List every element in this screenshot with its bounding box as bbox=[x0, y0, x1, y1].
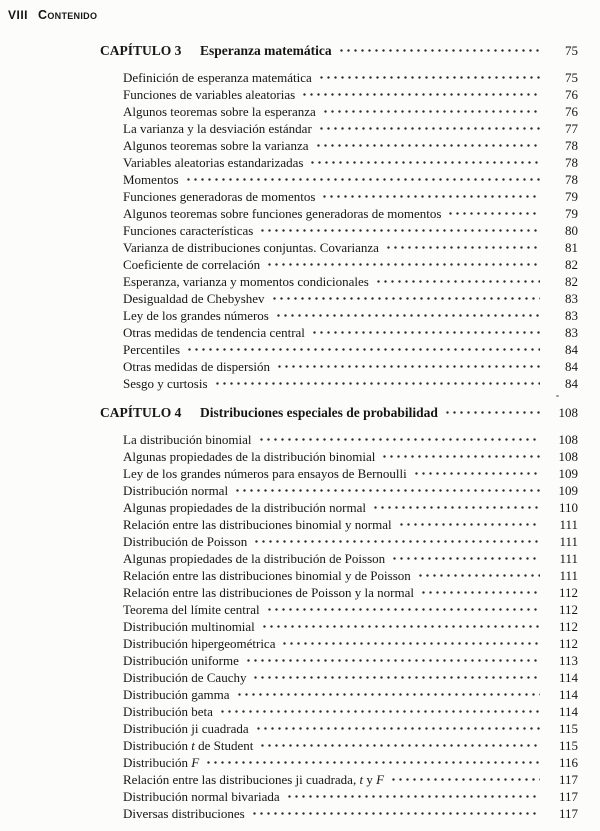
dot-leader bbox=[321, 188, 540, 201]
toc-entry-label: Momentos bbox=[123, 172, 179, 187]
toc-entry-page-number: 115 bbox=[558, 721, 578, 736]
toc-entry-page-number: 77 bbox=[565, 121, 578, 136]
toc-entry-page-number: 117 bbox=[558, 806, 578, 821]
toc-entry-row bbox=[123, 290, 578, 307]
toc-entry-label: Ley de los grandes números para ensayos de Bernoulli bbox=[123, 466, 407, 481]
toc-entry-label: Algunos teoremas sobre la varianza bbox=[123, 138, 309, 153]
dot-leader bbox=[185, 171, 540, 184]
toc-entry-label: Funciones generadoras de momentos bbox=[123, 189, 316, 204]
toc-entry-label: Distribución uniforme bbox=[123, 653, 239, 668]
toc-entry-label: Distribución normal bivariada bbox=[123, 789, 280, 804]
toc-entry-label: Relación entre las distribuciones de Poisson y la normal bbox=[123, 585, 414, 600]
toc-entry-label: Distribución de Poisson bbox=[123, 534, 248, 549]
toc-entry-page-number: 112 bbox=[558, 585, 578, 600]
toc-entry-page-number: 78 bbox=[565, 172, 578, 187]
toc-entry-label: Sesgo y curtosis bbox=[123, 376, 208, 391]
toc-entry-row bbox=[123, 256, 578, 273]
dot-leader bbox=[413, 465, 540, 478]
toc-entry-row bbox=[123, 239, 578, 256]
toc-entry-row bbox=[123, 120, 578, 137]
toc-entry-row bbox=[123, 103, 578, 120]
toc-entry-row bbox=[123, 703, 578, 720]
dot-leader bbox=[286, 788, 540, 801]
toc-entry-row bbox=[123, 273, 578, 290]
toc-entry-row bbox=[123, 788, 578, 805]
toc-entry-row bbox=[123, 222, 578, 239]
dot-leader bbox=[259, 737, 540, 750]
toc-entry-page-number: 114 bbox=[558, 704, 578, 719]
toc-entry-label: Definición de esperanza matemática bbox=[123, 70, 312, 85]
toc-entry-row bbox=[123, 69, 578, 86]
dot-leader bbox=[315, 137, 540, 150]
toc-entry-row bbox=[123, 754, 578, 771]
toc-entry-row bbox=[123, 358, 578, 375]
toc-entry-row bbox=[123, 137, 578, 154]
toc-entry-page-number: 111 bbox=[559, 517, 578, 532]
toc-entry-label: Distribución beta bbox=[123, 704, 213, 719]
toc-entry-row bbox=[123, 324, 578, 341]
table-of-contents bbox=[100, 42, 578, 822]
toc-entry-label: Diversas distribuciones bbox=[123, 806, 245, 821]
toc-entry-label: Distribución multinomial bbox=[123, 619, 255, 634]
toc-entry-page-number: 111 bbox=[559, 551, 578, 566]
toc-entry-row bbox=[123, 499, 578, 516]
toc-entry-label: Algunas propiedades de la distribución normal bbox=[123, 500, 366, 515]
toc-entry-page-number: 112 bbox=[558, 636, 578, 651]
toc-entry-page-number: 116 bbox=[558, 755, 578, 770]
toc-entry-label: Teorema del límite central bbox=[123, 602, 260, 617]
toc-entry-row bbox=[123, 652, 578, 669]
chapter-page-number: 108 bbox=[558, 405, 578, 420]
dot-leader bbox=[253, 533, 540, 546]
toc-entry-row bbox=[123, 341, 578, 358]
toc-entry-label: Algunas propiedades de la distribución binomial bbox=[123, 449, 376, 464]
toc-entry-row bbox=[123, 431, 578, 448]
dot-leader bbox=[444, 404, 540, 417]
toc-entry-label: Algunos teoremas sobre la esperanza bbox=[123, 104, 316, 119]
toc-entry-page-number: 79 bbox=[565, 206, 578, 221]
toc-entry-label: Otras medidas de dispersión bbox=[123, 359, 270, 374]
chapter-heading-row bbox=[100, 404, 578, 421]
toc-entry-page-number: 108 bbox=[558, 449, 578, 464]
toc-entry-page-number: 115 bbox=[558, 738, 578, 753]
toc-entry-label: Varianza de distribuciones conjuntas. Covarianza bbox=[123, 240, 379, 255]
chapter-page-number: 75 bbox=[565, 43, 578, 58]
toc-entry-page-number: 79 bbox=[565, 189, 578, 204]
toc-entry-page-number: 84 bbox=[565, 359, 578, 374]
dot-leader bbox=[275, 307, 540, 320]
dot-leader bbox=[205, 754, 540, 767]
toc-entry-label: Relación entre las distribuciones binomial y de Poisson bbox=[123, 568, 411, 583]
toc-entry-page-number: 110 bbox=[558, 500, 578, 515]
dot-leader bbox=[311, 324, 540, 337]
toc-entry-row bbox=[123, 86, 578, 103]
toc-entry-page-number: 82 bbox=[565, 257, 578, 272]
toc-entry-page-number: 76 bbox=[565, 87, 578, 102]
dot-leader bbox=[391, 550, 540, 563]
chapter-section bbox=[100, 42, 578, 392]
toc-entry-label: Algunas propiedades de la distribución de Poisson bbox=[123, 551, 386, 566]
page-number-folio: VIII bbox=[8, 8, 29, 22]
dot-leader bbox=[259, 222, 540, 235]
toc-entry-label: Algunos teoremas sobre funciones generadoras de momentos bbox=[123, 206, 442, 221]
toc-entry-row bbox=[123, 188, 578, 205]
toc-entry-page-number: 83 bbox=[565, 308, 578, 323]
dot-leader bbox=[381, 448, 540, 461]
toc-entry-label: Funciones de variables aleatorias bbox=[123, 87, 296, 102]
toc-entry-page-number: 84 bbox=[565, 376, 578, 391]
toc-entry-page-number: 78 bbox=[565, 138, 578, 153]
toc-entry-page-number: 111 bbox=[559, 568, 578, 583]
toc-entry-page-number: 76 bbox=[565, 104, 578, 119]
toc-entry-page-number: 113 bbox=[558, 653, 578, 668]
toc-entry-label: Variables aleatorias estandarizadas bbox=[123, 155, 304, 170]
dot-leader bbox=[258, 431, 540, 444]
toc-entry-row bbox=[123, 465, 578, 482]
toc-entry-label: Relación entre las distribuciones binomial y normal bbox=[123, 517, 392, 532]
dot-leader bbox=[281, 635, 540, 648]
dot-leader bbox=[271, 290, 540, 303]
dot-leader bbox=[372, 499, 540, 512]
dot-leader bbox=[214, 375, 541, 388]
toc-entry-row bbox=[123, 737, 578, 754]
scan-speck bbox=[556, 395, 559, 397]
dot-leader bbox=[338, 42, 540, 55]
dot-leader bbox=[251, 805, 540, 818]
toc-entry-row bbox=[123, 669, 578, 686]
chapter-number: CAPÍTULO 4 bbox=[100, 405, 182, 420]
toc-entry-label: Otras medidas de tendencia central bbox=[123, 325, 305, 340]
toc-entry-page-number: 81 bbox=[565, 240, 578, 255]
toc-entry-row bbox=[123, 584, 578, 601]
dot-leader bbox=[236, 686, 540, 699]
chapter-title: Distribuciones especiales de probabilidad bbox=[200, 405, 438, 420]
toc-entry-row bbox=[123, 533, 578, 550]
toc-entry-page-number: 112 bbox=[558, 602, 578, 617]
toc-entry-page-number: 78 bbox=[565, 155, 578, 170]
dot-leader bbox=[234, 482, 540, 495]
dot-leader bbox=[252, 669, 540, 682]
toc-entry-row bbox=[123, 482, 578, 499]
chapter-number: CAPÍTULO 3 bbox=[100, 43, 182, 58]
toc-entry-row bbox=[123, 567, 578, 584]
toc-entry-page-number: 109 bbox=[558, 483, 578, 498]
toc-entry-row bbox=[123, 307, 578, 324]
toc-entry-label: Distribución de Cauchy bbox=[123, 670, 247, 685]
dot-leader bbox=[245, 652, 540, 665]
dot-leader bbox=[266, 601, 540, 614]
toc-entry-row bbox=[123, 771, 578, 788]
toc-entry-page-number: 114 bbox=[558, 670, 578, 685]
toc-entry-row bbox=[123, 618, 578, 635]
toc-entry-row bbox=[123, 205, 578, 222]
toc-entry-page-number: 82 bbox=[565, 274, 578, 289]
dot-leader bbox=[255, 720, 540, 733]
toc-entry-page-number: 75 bbox=[565, 70, 578, 85]
toc-entry-page-number: 117 bbox=[558, 789, 578, 804]
toc-entry-row bbox=[123, 686, 578, 703]
toc-entry-page-number: 114 bbox=[558, 687, 578, 702]
toc-entry-page-number: 80 bbox=[565, 223, 578, 238]
toc-entry-page-number: 83 bbox=[565, 325, 578, 340]
dot-leader bbox=[420, 584, 540, 597]
chapter-entries bbox=[123, 69, 578, 392]
toc-entry-label: Esperanza, varianza y momentos condicionales bbox=[123, 274, 369, 289]
toc-entry-label: Distribución F bbox=[123, 755, 200, 770]
dot-leader bbox=[309, 154, 540, 167]
dot-leader bbox=[266, 256, 540, 269]
dot-leader bbox=[417, 567, 540, 580]
toc-entry-page-number: 117 bbox=[558, 772, 578, 787]
chapter-title: Esperanza matemática bbox=[200, 43, 332, 58]
toc-entry-row bbox=[123, 635, 578, 652]
toc-entry-label: Percentiles bbox=[123, 342, 181, 357]
toc-entry-label: Distribución ji cuadrada bbox=[123, 721, 249, 736]
toc-entry-label: Distribución gamma bbox=[123, 687, 230, 702]
toc-entry-label: Funciones características bbox=[123, 223, 254, 238]
dot-leader bbox=[318, 120, 540, 133]
toc-entry-page-number: 84 bbox=[565, 342, 578, 357]
toc-entry-label: Ley de los grandes números bbox=[123, 308, 269, 323]
toc-entry-row bbox=[123, 601, 578, 618]
toc-entry-page-number: 108 bbox=[558, 432, 578, 447]
toc-entry-row bbox=[123, 448, 578, 465]
chapter-heading-row bbox=[100, 42, 578, 59]
dot-leader bbox=[261, 618, 540, 631]
toc-entry-label: Relación entre las distribuciones ji cuadrada, t y F bbox=[123, 772, 385, 787]
dot-leader bbox=[186, 341, 540, 354]
dot-leader bbox=[276, 358, 540, 371]
running-header bbox=[8, 8, 97, 22]
toc-entry-row bbox=[123, 720, 578, 737]
dot-leader bbox=[385, 239, 540, 252]
toc-entry-row bbox=[123, 805, 578, 822]
chapter-section bbox=[100, 404, 578, 822]
running-header-title: Contenido bbox=[38, 8, 98, 22]
toc-entry-label: Distribución t de Student bbox=[123, 738, 254, 753]
toc-entry-row bbox=[123, 171, 578, 188]
toc-entry-row bbox=[123, 154, 578, 171]
dot-leader bbox=[447, 205, 540, 218]
toc-entry-label: La distribución binomial bbox=[123, 432, 252, 447]
dot-leader bbox=[318, 69, 540, 82]
dot-leader bbox=[390, 771, 540, 784]
toc-entry-label: Distribución hipergeométrica bbox=[123, 636, 276, 651]
dot-leader bbox=[322, 103, 540, 116]
toc-entry-page-number: 112 bbox=[558, 619, 578, 634]
dot-leader bbox=[301, 86, 540, 99]
dot-leader bbox=[219, 703, 540, 716]
toc-entry-label: La varianza y la desviación estándar bbox=[123, 121, 312, 136]
toc-entry-label: Distribución normal bbox=[123, 483, 229, 498]
toc-entry-label: Coeficiente de correlación bbox=[123, 257, 261, 272]
toc-entry-label: Desigualdad de Chebyshev bbox=[123, 291, 265, 306]
toc-entry-row bbox=[123, 375, 578, 392]
dot-leader bbox=[398, 516, 540, 529]
toc-entry-row bbox=[123, 516, 578, 533]
chapter-entries bbox=[123, 431, 578, 822]
toc-entry-page-number: 83 bbox=[565, 291, 578, 306]
toc-entry-row bbox=[123, 550, 578, 567]
toc-entry-page-number: 109 bbox=[558, 466, 578, 481]
toc-entry-page-number: 111 bbox=[559, 534, 578, 549]
dot-leader bbox=[375, 273, 540, 286]
